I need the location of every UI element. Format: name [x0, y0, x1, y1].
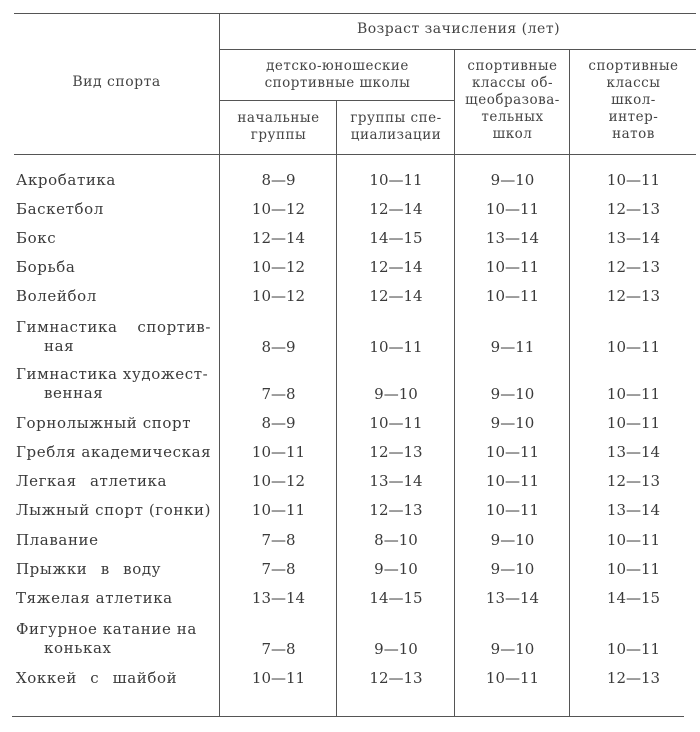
age-cell-general: 9—10	[490, 414, 535, 432]
age-cell-boarding: 12—13	[606, 472, 661, 490]
sport-name: Прыжки в воду	[16, 560, 162, 578]
col-divider-spec	[454, 49, 455, 716]
header-dyussh	[221, 58, 454, 92]
age-cell-boarding: 13—14	[606, 501, 661, 519]
sport-name: Борьба	[16, 258, 76, 276]
header-dyussh-line2: спортивные школы	[264, 75, 411, 91]
age-cell-initial: 12—14	[251, 229, 306, 247]
age-cell-boarding: 12—13	[606, 258, 661, 276]
age-cell-spec: 8—10	[374, 531, 418, 549]
age-cell-boarding: 10—11	[606, 640, 661, 658]
sport-name	[16, 318, 216, 356]
sport-name: Волейбол	[16, 287, 97, 305]
age-cell-spec: 12—14	[369, 200, 423, 218]
header-board-line2: классы	[606, 75, 661, 91]
age-cell-general: 10—11	[485, 258, 540, 276]
age-cell-general: 9—10	[490, 531, 535, 549]
sport-name: Легкая атлетика	[16, 472, 168, 490]
age-cell-spec: 13—14	[369, 472, 423, 490]
age-cell-boarding: 12—13	[606, 287, 661, 305]
header-board-line3: школ-	[611, 92, 656, 108]
age-cell-general: 9—10	[490, 385, 535, 403]
sport-name: Хоккей с шайбой	[16, 669, 178, 687]
sport-name: Горнолыжный спорт	[16, 414, 192, 432]
header-gen-line3: щеобразова-	[465, 92, 560, 108]
header-boarding-school-classes	[571, 58, 696, 143]
age-cell-initial: 10—12	[251, 200, 306, 218]
age-cell-initial: 10—12	[251, 472, 306, 490]
age-cell-general: 10—11	[485, 472, 540, 490]
age-cell-general: 9—10	[490, 560, 535, 578]
age-cell-initial: 13—14	[251, 589, 306, 607]
top-rule	[14, 13, 696, 14]
age-cell-initial: 7—8	[261, 560, 296, 578]
age-cell-general: 9—10	[490, 171, 535, 189]
age-cell-initial: 10—11	[251, 443, 306, 461]
age-cell-spec: 9—10	[374, 385, 418, 403]
header-board-line5: натов	[612, 126, 655, 142]
header-board-line4: интер-	[608, 109, 659, 125]
age-cell-spec: 10—11	[369, 338, 423, 356]
age-cell-general: 10—11	[485, 287, 540, 305]
header-spec-line1: группы спе-	[350, 110, 442, 126]
sport-name	[16, 365, 216, 403]
age-cell-spec: 14—15	[369, 589, 423, 607]
age-cell-boarding: 10—11	[606, 171, 661, 189]
age-cell-boarding: 14—15	[606, 589, 661, 607]
header-specialization-groups	[338, 110, 454, 144]
age-cell-spec: 12—13	[369, 669, 423, 687]
age-cell-general: 10—11	[485, 200, 540, 218]
header-bottom-rule	[14, 154, 696, 155]
sport-name-line1: Фигурное катание на	[16, 620, 197, 638]
age-cell-initial: 8—9	[261, 414, 296, 432]
age-cell-boarding: 10—11	[606, 560, 661, 578]
age-cell-initial: 8—9	[261, 171, 296, 189]
col-divider-initial	[336, 100, 337, 716]
col-divider-sport	[219, 13, 220, 716]
table-bottom-rule	[12, 716, 684, 717]
age-cell-spec: 10—11	[369, 414, 423, 432]
header-gen-line4: тельных	[481, 109, 544, 125]
header-initial-groups	[221, 110, 336, 144]
age-cell-spec: 12—13	[369, 443, 423, 461]
sport-name: Плавание	[16, 531, 99, 549]
age-cell-initial: 7—8	[261, 531, 296, 549]
sport-name: Акробатика	[16, 171, 116, 189]
header-gen-line1: спортивные	[467, 58, 558, 74]
age-cell-boarding: 10—11	[606, 531, 661, 549]
age-cell-initial: 10—12	[251, 287, 306, 305]
age-cell-spec: 10—11	[369, 171, 423, 189]
age-cell-spec: 12—13	[369, 501, 423, 519]
age-cell-general: 13—14	[485, 589, 540, 607]
header-gen-line5: школ	[492, 126, 533, 142]
age-cell-boarding: 12—13	[606, 200, 661, 218]
header-dyussh-line1: детско-юношеские	[266, 58, 409, 74]
sport-name: Гребля академическая	[16, 443, 212, 461]
age-cell-boarding: 10—11	[606, 385, 661, 403]
sport-name-line1: Гимнастика художест-	[16, 365, 209, 383]
age-title-rule	[219, 49, 696, 50]
header-initial-line2: группы	[250, 127, 307, 143]
age-cell-initial: 10—11	[251, 501, 306, 519]
header-age-title: Возраст зачисления (лет)	[356, 21, 561, 37]
age-cell-initial: 8—9	[261, 338, 296, 356]
header-initial-line1: начальные	[237, 110, 320, 126]
age-cell-boarding: 13—14	[606, 443, 661, 461]
sport-name: Баскетбол	[16, 200, 104, 218]
age-cell-spec: 12—14	[369, 287, 423, 305]
age-cell-spec: 9—10	[374, 640, 418, 658]
age-cell-initial: 10—11	[251, 669, 306, 687]
sport-name: Бокс	[16, 229, 57, 247]
age-cell-general: 9—10	[490, 640, 535, 658]
age-cell-general: 9—11	[490, 338, 535, 356]
age-cell-general: 10—11	[485, 669, 540, 687]
age-cell-boarding: 10—11	[606, 338, 661, 356]
header-sport: Вид спорта	[72, 74, 161, 90]
age-cell-boarding: 10—11	[606, 414, 661, 432]
age-cell-general: 10—11	[485, 501, 540, 519]
sport-name-word: спортив-	[137, 318, 211, 336]
age-cell-spec: 12—14	[369, 258, 423, 276]
age-cell-initial: 10—12	[251, 258, 306, 276]
age-cell-boarding: 12—13	[606, 669, 661, 687]
sport-name-line1	[16, 318, 211, 337]
sport-name	[16, 620, 216, 658]
header-spec-line2: циализации	[350, 127, 442, 143]
age-cell-spec: 14—15	[369, 229, 423, 247]
sport-name: Тяжелая атлетика	[16, 589, 173, 607]
sport-name-line2: ная	[44, 337, 75, 355]
age-cell-general: 10—11	[485, 443, 540, 461]
header-gen-line2: классы об-	[471, 75, 554, 91]
age-cell-general: 13—14	[485, 229, 540, 247]
col-divider-general	[569, 49, 570, 716]
age-cell-initial: 7—8	[261, 385, 296, 403]
age-cell-spec: 9—10	[374, 560, 418, 578]
header-general-school-classes	[456, 58, 569, 143]
sport-name-word: Гимнастика	[16, 318, 118, 336]
age-cell-initial: 7—8	[261, 640, 296, 658]
sport-name-line2: венная	[44, 384, 104, 402]
age-cell-boarding: 13—14	[606, 229, 661, 247]
sport-name-line2: коньках	[44, 639, 112, 657]
header-board-line1: спортивные	[588, 58, 679, 74]
sport-name: Лыжный спорт (гонки)	[16, 501, 212, 519]
